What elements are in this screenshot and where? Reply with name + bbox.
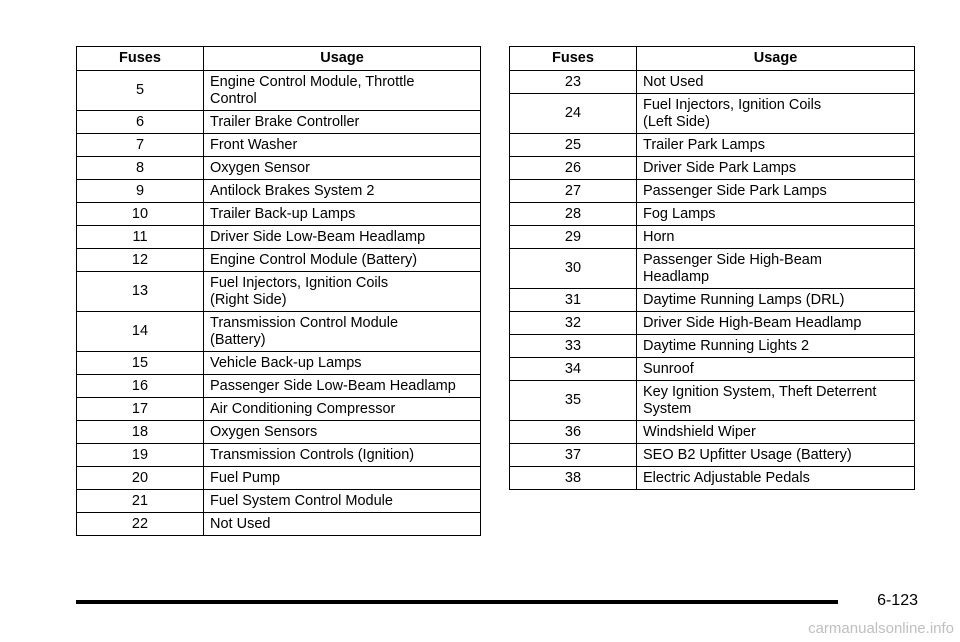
header-usage: Usage	[204, 47, 481, 71]
table-header-row	[510, 47, 915, 71]
table-row	[510, 358, 915, 381]
fuse-number: 6	[77, 111, 204, 134]
fuse-usage: Engine Control Module, Throttle Control	[204, 71, 481, 111]
table-row	[77, 444, 481, 467]
table-row	[77, 157, 481, 180]
table-row	[77, 249, 481, 272]
fuse-usage: Driver Side High-Beam Headlamp	[637, 312, 915, 335]
fuse-usage: Electric Adjustable Pedals	[637, 467, 915, 490]
fuse-table-left-body	[77, 71, 481, 536]
fuse-number: 12	[77, 249, 204, 272]
table-row	[77, 71, 481, 111]
table-row	[510, 467, 915, 490]
header-usage: Usage	[637, 47, 915, 71]
fuse-usage: Trailer Back-up Lamps	[204, 203, 481, 226]
fuse-number: 11	[77, 226, 204, 249]
fuse-number: 21	[77, 490, 204, 513]
table-row	[77, 467, 481, 490]
fuse-usage: Air Conditioning Compressor	[204, 398, 481, 421]
table-row	[510, 381, 915, 421]
fuse-usage: Daytime Running Lights 2	[637, 335, 915, 358]
table-row	[510, 94, 915, 134]
table-row	[77, 375, 481, 398]
fuse-number: 34	[510, 358, 637, 381]
fuse-usage: Fuel Injectors, Ignition Coils (Left Side)	[637, 94, 915, 134]
fuse-usage: Windshield Wiper	[637, 421, 915, 444]
fuse-number: 10	[77, 203, 204, 226]
fuse-usage: Not Used	[637, 71, 915, 94]
fuse-number: 22	[77, 513, 204, 536]
table-row	[510, 335, 915, 358]
table-row	[77, 272, 481, 312]
fuse-number: 23	[510, 71, 637, 94]
fuse-number: 9	[77, 180, 204, 203]
fuse-table-right	[509, 46, 915, 490]
fuse-usage: Passenger Side Low-Beam Headlamp	[204, 375, 481, 398]
fuse-table-right-body	[510, 71, 915, 490]
fuse-number: 28	[510, 203, 637, 226]
table-row	[510, 134, 915, 157]
fuse-number: 29	[510, 226, 637, 249]
table-row	[77, 226, 481, 249]
fuse-number: 17	[77, 398, 204, 421]
fuse-number: 27	[510, 180, 637, 203]
fuse-usage: Fuel Injectors, Ignition Coils (Right Side)	[204, 272, 481, 312]
fuse-usage: Transmission Controls (Ignition)	[204, 444, 481, 467]
fuse-number: 8	[77, 157, 204, 180]
fuse-number: 30	[510, 249, 637, 289]
fuse-usage: Not Used	[204, 513, 481, 536]
fuse-usage: Trailer Park Lamps	[637, 134, 915, 157]
fuse-number: 26	[510, 157, 637, 180]
fuse-usage: Antilock Brakes System 2	[204, 180, 481, 203]
fuse-usage: Passenger Side Park Lamps	[637, 180, 915, 203]
fuse-number: 5	[77, 71, 204, 111]
fuse-table-left	[76, 46, 481, 536]
fuse-number: 25	[510, 134, 637, 157]
fuse-number: 37	[510, 444, 637, 467]
fuse-number: 31	[510, 289, 637, 312]
fuse-number: 36	[510, 421, 637, 444]
fuse-number: 18	[77, 421, 204, 444]
table-row	[77, 490, 481, 513]
table-row	[510, 444, 915, 467]
table-row	[77, 203, 481, 226]
fuse-number: 14	[77, 312, 204, 352]
table-row	[77, 421, 481, 444]
table-row	[510, 180, 915, 203]
table-row	[510, 203, 915, 226]
table-row	[77, 312, 481, 352]
table-row	[77, 398, 481, 421]
fuse-usage: Sunroof	[637, 358, 915, 381]
table-row	[77, 111, 481, 134]
fuse-usage: Fog Lamps	[637, 203, 915, 226]
fuse-usage: Driver Side Park Lamps	[637, 157, 915, 180]
fuse-number: 33	[510, 335, 637, 358]
table-row	[77, 134, 481, 157]
table-row	[510, 157, 915, 180]
fuse-usage: Trailer Brake Controller	[204, 111, 481, 134]
fuse-number: 15	[77, 352, 204, 375]
fuse-usage: Engine Control Module (Battery)	[204, 249, 481, 272]
fuse-number: 13	[77, 272, 204, 312]
fuse-usage: Passenger Side High-Beam Headlamp	[637, 249, 915, 289]
page-number: 6-123	[877, 592, 918, 609]
fuse-usage: Fuel System Control Module	[204, 490, 481, 513]
table-row	[77, 513, 481, 536]
fuse-usage: Transmission Control Module (Battery)	[204, 312, 481, 352]
watermark: carmanualsonline.info	[808, 620, 954, 637]
table-row	[510, 312, 915, 335]
fuse-usage: Horn	[637, 226, 915, 249]
fuse-usage: Oxygen Sensor	[204, 157, 481, 180]
table-row	[510, 421, 915, 444]
table-row	[510, 289, 915, 312]
footer-rule	[76, 600, 838, 604]
table-row	[510, 249, 915, 289]
fuse-usage: Driver Side Low-Beam Headlamp	[204, 226, 481, 249]
fuse-number: 20	[77, 467, 204, 490]
fuse-usage: Daytime Running Lamps (DRL)	[637, 289, 915, 312]
header-fuses: Fuses	[77, 47, 204, 71]
table-row	[77, 352, 481, 375]
fuse-number: 32	[510, 312, 637, 335]
table-row	[510, 226, 915, 249]
fuse-usage: Oxygen Sensors	[204, 421, 481, 444]
fuse-number: 7	[77, 134, 204, 157]
fuse-usage: Key Ignition System, Theft Deterrent System	[637, 381, 915, 421]
table-header-row	[77, 47, 481, 71]
fuse-number: 24	[510, 94, 637, 134]
fuse-usage: Fuel Pump	[204, 467, 481, 490]
fuse-number: 19	[77, 444, 204, 467]
table-row	[77, 180, 481, 203]
fuse-usage: Vehicle Back-up Lamps	[204, 352, 481, 375]
fuse-number: 16	[77, 375, 204, 398]
fuse-usage: Front Washer	[204, 134, 481, 157]
table-row	[510, 71, 915, 94]
header-fuses: Fuses	[510, 47, 637, 71]
fuse-number: 38	[510, 467, 637, 490]
fuse-usage: SEO B2 Upfitter Usage (Battery)	[637, 444, 915, 467]
fuse-number: 35	[510, 381, 637, 421]
